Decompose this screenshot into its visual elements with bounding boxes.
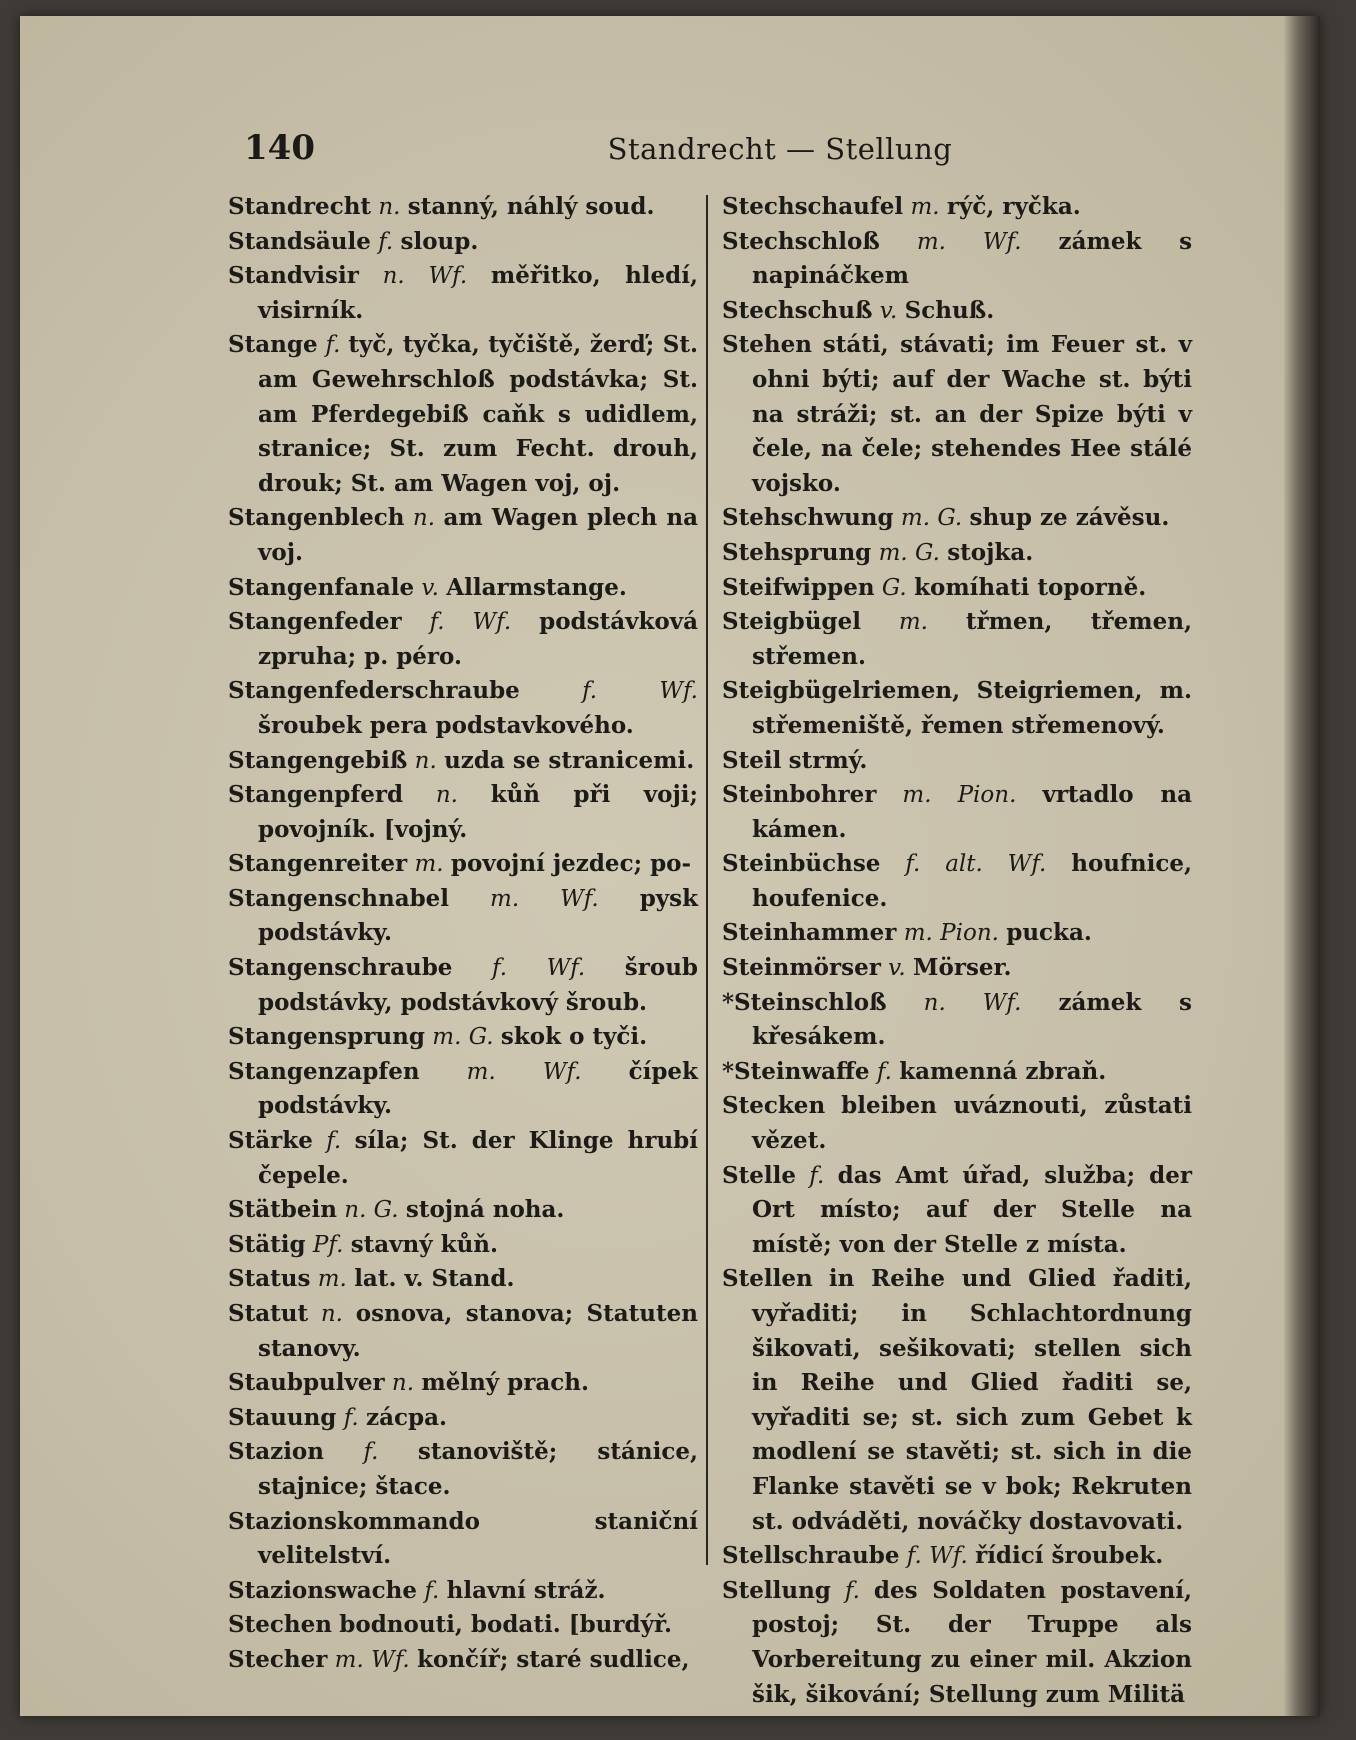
entry-headword: Steinhammer xyxy=(722,919,897,947)
entry-headword: Stellschraube xyxy=(722,1542,900,1570)
entry-headword: Steifwippen xyxy=(722,573,875,601)
entry-grammar: v. xyxy=(888,955,906,982)
entry-grammar: m. G. xyxy=(900,505,963,532)
dictionary-entry xyxy=(228,1228,698,1263)
entry-headword: Stauung xyxy=(228,1403,337,1431)
dictionary-entry xyxy=(228,328,698,501)
entry-grammar: n. Wf. xyxy=(923,989,1022,1016)
entry-translation: podstávková zpruha; p. péro. xyxy=(258,608,699,670)
entry-grammar: n. Wf. xyxy=(382,263,468,290)
entry-headword: Stazionswache xyxy=(228,1576,418,1604)
entry-translation: stanoviště; stánice, stajnice; štace. xyxy=(258,1438,698,1500)
entry-translation: zámek s napináčkem xyxy=(752,227,1193,290)
entry-grammar: m. G. xyxy=(878,539,940,566)
entry-translation: státi, stávati; im Feuer st. v ohni býti; auf der Wache st. býti na stráži; st. an der Spize býti v čele, na čele; stehendes Hee stálé vojsko. xyxy=(752,331,1193,497)
entry-translation: Allarmstange. xyxy=(446,573,627,601)
dictionary-entry xyxy=(228,674,698,743)
entry-translation: měřitko, hledí, visirník. xyxy=(258,262,698,324)
dictionary-entry xyxy=(228,1262,698,1297)
dictionary-entry xyxy=(228,1366,698,1401)
entry-headword: Stellen xyxy=(722,1265,813,1293)
entry-headword: Stechschloß xyxy=(722,227,880,255)
entry-grammar: Pf. xyxy=(312,1231,344,1258)
entry-headword: Stangensprung xyxy=(228,1023,425,1051)
entry-headword: Stechschuß xyxy=(722,296,873,324)
entry-headword: Stangenfederschraube xyxy=(228,677,520,705)
dictionary-entry xyxy=(722,744,1192,779)
dictionary-entry xyxy=(228,1401,698,1436)
dictionary-entry xyxy=(722,778,1192,847)
right-column xyxy=(722,190,1192,1712)
dictionary-entry xyxy=(228,259,698,328)
dictionary-entry xyxy=(228,190,698,225)
dictionary-entry xyxy=(228,1505,698,1574)
dictionary-entry xyxy=(228,1124,698,1193)
entry-headword: Stehsprung xyxy=(722,538,872,566)
entry-headword: Steil xyxy=(722,746,782,774)
dictionary-entry xyxy=(722,674,1192,743)
entry-grammar: m. Wf. xyxy=(916,228,1022,255)
page-header xyxy=(220,118,1220,178)
entry-translation: šroub podstávky, podstávkový šroub. xyxy=(258,954,698,1016)
entry-grammar: n. G. xyxy=(344,1197,399,1224)
entry-translation: komíhati toporně. xyxy=(914,573,1147,601)
entry-headword: Stelle xyxy=(722,1161,796,1189)
dictionary-entry xyxy=(722,190,1192,225)
entry-translation: staniční velitelství. xyxy=(258,1507,698,1570)
dictionary-entry xyxy=(722,225,1192,294)
dictionary-entry xyxy=(228,744,698,779)
entry-headword: Steinmörser xyxy=(722,954,881,982)
entry-translation: skok o tyči. xyxy=(500,1023,648,1051)
entry-headword: Stangenschraube xyxy=(228,954,453,982)
dictionary-entry xyxy=(228,1643,698,1678)
entry-translation: in Reihe und Glied řaditi, vyřaditi; in Schlachtordnung šikovati, sešikovati; stellen sich in Reihe und Glied řaditi se, vyřaditi se; st. sich zum Gebet k modlení se stavěti; st. sich in die Flanke stavěti se v bok; Rekruten st. odváděti, nováčky dostavovati. xyxy=(752,1265,1193,1535)
entry-grammar: m. xyxy=(414,851,444,878)
entry-headword: *Steinschloß xyxy=(722,988,887,1016)
dictionary-entry xyxy=(722,294,1192,329)
dictionary-entry xyxy=(228,882,698,951)
entry-grammar: f. xyxy=(343,1404,359,1431)
entry-headword: Staubpulver xyxy=(228,1369,385,1397)
entry-grammar: m. xyxy=(910,194,940,220)
entry-translation: stojka. xyxy=(947,538,1034,566)
entry-grammar: n. xyxy=(320,1301,343,1327)
entry-grammar: m. Pion. xyxy=(903,920,999,947)
entry-grammar: m. Wf. xyxy=(490,885,599,912)
entry-translation: das Amt úřad, služba; der Ort místo; auf der Stelle na místě; von der Stelle z místa. xyxy=(752,1161,1192,1258)
entry-headword: Stangenzapfen xyxy=(228,1057,420,1085)
entry-translation: řídicí šroubek. xyxy=(975,1542,1164,1570)
entry-grammar: f. xyxy=(363,1439,379,1466)
entry-headword: Statut xyxy=(228,1300,309,1327)
entry-headword: Stechschaufel xyxy=(722,193,904,220)
entry-headword: Stazionskommando xyxy=(228,1507,480,1535)
dictionary-entry xyxy=(228,501,698,570)
dictionary-entry xyxy=(228,1297,698,1366)
dictionary-entry xyxy=(228,1193,698,1228)
entry-headword: Standvisir xyxy=(228,262,359,290)
entry-translation: uzda se stranicemi. xyxy=(444,746,695,774)
entry-translation: zácpa. xyxy=(366,1403,447,1431)
entry-headword: Stellung xyxy=(722,1576,831,1604)
entry-translation: končíř; staré sudlice, xyxy=(417,1645,690,1673)
dictionary-entry xyxy=(722,1262,1192,1539)
entry-translation: rýč, ryčka. xyxy=(946,193,1081,220)
entry-translation: čípek podstávky. xyxy=(258,1057,698,1120)
dictionary-entry xyxy=(228,1055,698,1124)
entry-translation: kůň při voji; povojník. [vojný. xyxy=(258,781,699,843)
dictionary-entry xyxy=(228,605,698,674)
entry-translation: vrtadlo na kámen. xyxy=(752,781,1193,843)
dictionary-entry xyxy=(722,986,1192,1055)
page-gutter xyxy=(1284,16,1320,1716)
column-rule xyxy=(706,195,708,1565)
entry-translation: stavný kůň. xyxy=(350,1230,499,1258)
entry-headword: Stangenblech xyxy=(228,504,405,532)
entry-grammar: n. xyxy=(435,782,458,809)
entry-translation: lat. v. Stand. xyxy=(354,1265,515,1293)
entry-translation: kamenná zbraň. xyxy=(899,1057,1107,1085)
dictionary-entry xyxy=(228,847,698,882)
entry-translation: strmý. xyxy=(788,746,868,774)
entry-headword: Stechen xyxy=(228,1611,332,1639)
entry-grammar: f. xyxy=(424,1577,440,1604)
left-column xyxy=(228,190,698,1678)
entry-grammar: v. xyxy=(421,574,439,601)
entry-headword: Stangenschnabel xyxy=(228,884,450,912)
dictionary-entry xyxy=(228,571,698,606)
dictionary-entry xyxy=(228,778,698,847)
dictionary-entry xyxy=(722,1055,1192,1090)
entry-headword: Stehschwung xyxy=(722,504,894,532)
entry-translation: sloup. xyxy=(400,227,479,255)
dictionary-entry xyxy=(228,1435,698,1504)
dictionary-entry xyxy=(722,1159,1192,1263)
dictionary-entry xyxy=(722,1574,1192,1712)
entry-headword: Steigbügel xyxy=(722,608,861,636)
entry-translation: stojná noha. xyxy=(405,1196,565,1224)
entry-translation: des Soldaten postavení, postoj; St. der Truppe als Vorbereitung zu einer mil. Akzion šik, šikování; Stellung zum Militä xyxy=(752,1576,1193,1708)
entry-translation: houfnice, houfenice. xyxy=(752,850,1193,912)
dictionary-entry xyxy=(228,1608,698,1643)
entry-translation: am Wagen plech na voj. xyxy=(258,504,698,566)
entry-grammar: n. xyxy=(391,1370,415,1397)
entry-grammar: n. xyxy=(414,747,437,774)
entry-translation: šroubek pera podstavkového. xyxy=(258,711,634,739)
entry-translation: stanný, náhlý soud. xyxy=(407,193,655,220)
entry-grammar: f. Wf. xyxy=(906,1543,968,1570)
entry-grammar: f. xyxy=(876,1058,892,1085)
entry-headword: Stärke xyxy=(228,1127,313,1155)
entry-grammar: n. xyxy=(412,505,436,532)
dictionary-entry xyxy=(228,1020,698,1055)
entry-headword: Stätig xyxy=(228,1230,306,1258)
entry-grammar: f. xyxy=(378,228,394,255)
entry-headword: Stazion xyxy=(228,1438,324,1466)
entry-translation: mělný prach. xyxy=(421,1369,589,1397)
entry-headword: Stange xyxy=(228,331,318,359)
entry-headword: Standsäule xyxy=(228,227,371,255)
entry-grammar: f. xyxy=(325,332,341,359)
entry-headword: Stangengebiß xyxy=(228,746,408,774)
entry-headword: Steinbohrer xyxy=(722,781,877,809)
dictionary-entry xyxy=(722,1539,1192,1574)
entry-translation: povojní jezdec; po- xyxy=(450,850,692,878)
entry-translation: pucka. xyxy=(1006,919,1092,947)
entry-grammar: f. Wf. xyxy=(492,955,586,982)
dictionary-entry xyxy=(722,536,1192,571)
dictionary-entry xyxy=(722,605,1192,674)
page-number: 140 xyxy=(244,128,315,168)
dictionary-entry xyxy=(228,1574,698,1609)
entry-grammar: f. xyxy=(326,1128,342,1155)
entry-headword: Stangenfanale xyxy=(228,573,415,601)
entry-grammar: f. Wf. xyxy=(429,609,512,636)
dictionary-entry xyxy=(722,571,1192,606)
entry-translation: Schuß. xyxy=(904,296,995,324)
entry-headword: Stehen xyxy=(722,331,812,359)
entry-grammar: m. Pion. xyxy=(902,782,1017,809)
entry-headword: Stangenpferd xyxy=(228,781,404,809)
entry-grammar: m. G. xyxy=(432,1024,494,1051)
entry-headword: Steigbügelriemen, xyxy=(722,677,961,705)
entry-grammar: G. xyxy=(881,574,907,601)
entry-translation: shup ze závěsu. xyxy=(969,504,1170,532)
entry-grammar: m. Wf. xyxy=(466,1058,582,1085)
entry-translation: třmen, třemen, střemen. xyxy=(752,608,1193,670)
entry-translation: tyč, tyčka, tyčiště, žerď; St. am Gewehrschloß podstávka; St. am Pferdegebiß caňk s udidlem, stranice; St. zum Fecht. drouh, drouk; St. am Wagen voj, oj. xyxy=(258,331,699,497)
entry-headword: Stangenreiter xyxy=(228,850,408,878)
entry-headword: Stätbein xyxy=(228,1196,337,1224)
entry-grammar: f. Wf. xyxy=(582,678,698,705)
entry-grammar: m. Wf. xyxy=(334,1646,410,1673)
entry-translation: Mörser. xyxy=(913,954,1012,982)
entry-grammar: f. xyxy=(809,1162,825,1189)
entry-headword: Steinbüchse xyxy=(722,850,881,878)
dictionary-entry xyxy=(228,951,698,1020)
entry-headword: *Steinwaffe xyxy=(722,1057,870,1085)
dictionary-entry xyxy=(722,916,1192,951)
dictionary-entry xyxy=(722,951,1192,986)
entry-headword: Stecher xyxy=(228,1645,328,1673)
entry-translation: bleiben uváznouti, zůstati vězet. xyxy=(752,1092,1193,1155)
entry-translation: zámek s křesákem. xyxy=(752,988,1192,1051)
entry-grammar: m. xyxy=(317,1266,347,1293)
entry-headword: Stecken xyxy=(722,1092,826,1120)
entry-translation: síla; St. der Klinge hrubí čepele. xyxy=(258,1127,699,1189)
entry-headword: Status xyxy=(228,1265,311,1293)
dictionary-entry xyxy=(722,328,1192,501)
entry-grammar: m. xyxy=(898,609,928,636)
dictionary-entry xyxy=(228,225,698,260)
entry-translation: hlavní stráž. xyxy=(446,1576,606,1604)
running-head: Standrecht — Stellung xyxy=(607,132,953,166)
entry-translation: Steigriemen, m. střemeniště, řemen střemenový. xyxy=(752,677,1192,739)
dictionary-entry xyxy=(722,1089,1192,1158)
entry-translation: pysk podstávky. xyxy=(258,884,699,947)
entry-headword: Standrecht xyxy=(228,193,372,220)
entry-translation: osnova, stanova; Statuten stanovy. xyxy=(258,1300,699,1362)
dictionary-entry xyxy=(722,847,1192,916)
entry-grammar: f. xyxy=(844,1577,860,1604)
entry-grammar: v. xyxy=(879,297,898,324)
entry-headword: Stangenfeder xyxy=(228,608,402,636)
entry-grammar: n. xyxy=(378,194,401,220)
dictionary-entry xyxy=(722,501,1192,536)
entry-grammar: f. alt. Wf. xyxy=(905,851,1047,878)
entry-translation: bodnouti, bodati. [burdýř. xyxy=(339,1611,672,1639)
